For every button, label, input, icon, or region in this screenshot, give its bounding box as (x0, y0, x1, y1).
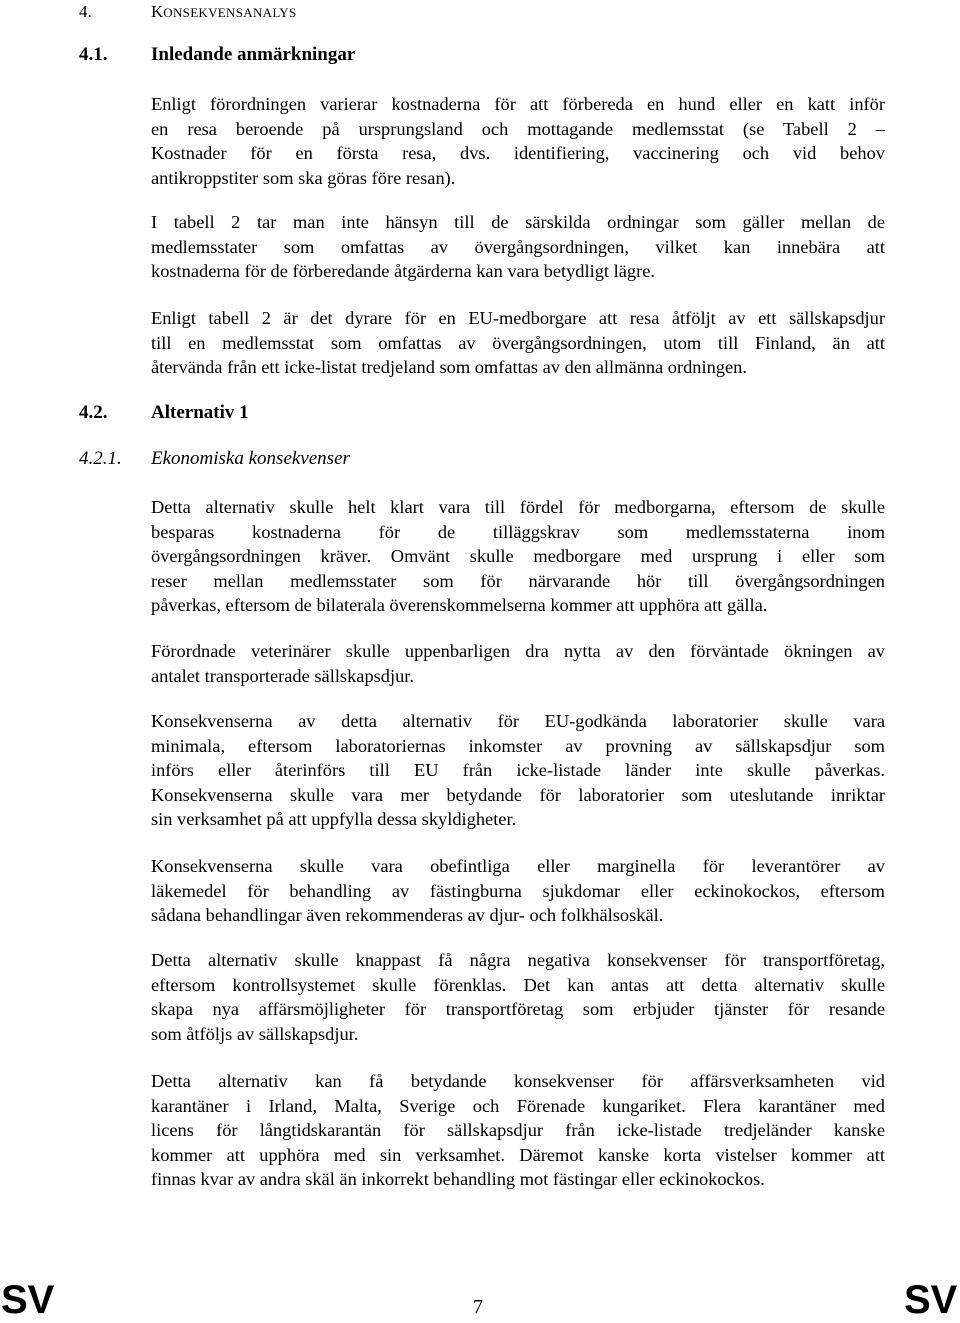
paragraph-b3 (151, 709, 885, 832)
text-line: sådana behandlingar även rekommenderas av djur- och folkhälsoskäl. (151, 905, 664, 926)
text-line: påverkas, eftersom de bilaterala överenskommelserna kommer att upphöra att gälla. (151, 595, 768, 616)
page-number: 7 (473, 1296, 483, 1318)
text-line: finnas kvar av andra skäl än inkorrekt behandling mot fästingar eller eckinokockos. (151, 1169, 765, 1190)
text-line: sin verksamhet på att uppfylla dessa skyldigheter. (151, 809, 517, 830)
text-line: reser mellan medlemsstater som för närvarande hör till övergångsordningen (151, 570, 885, 591)
text-line: kommer att upphöra med sin verksamhet. Däremot kanske korta vistelser kommer att (151, 1144, 885, 1165)
text-line: licens för långtidskarantän för sällskapsdjur från icke-listade tredjeländer kanske (151, 1120, 885, 1141)
text-line: till en medlemsstat som omfattas av övergångsordningen, utom till Finland, än att (151, 332, 885, 353)
text-line: Förordnade veterinärer skulle uppenbarligen dra nytta av den förväntade ökningen av (151, 641, 885, 661)
section-number-4-1: 4.1. (79, 44, 108, 65)
text-line: återvända från ett icke-listat tredjeland som omfattas av den allmänna ordningen. (151, 357, 747, 378)
text-line: minimala, eftersom laboratoriernas inkomster av provning av sällskapsdjur som (151, 735, 885, 756)
text-line: antikroppstiter som ska göras före resan). (151, 167, 456, 188)
section-title-inledande: Inledande anmärkningar (151, 44, 356, 65)
text-line: antalet transporterade sällskapsdjur. (151, 665, 414, 686)
text-line: Enligt förordningen varierar kostnaderna för att förbereda en hund eller en katt inför (151, 94, 885, 114)
text-line: Konsekvenserna skulle vara obefintliga eller marginella för leverantörer av (151, 856, 885, 876)
paragraph-a3 (151, 306, 885, 380)
text-line: Detta alternativ kan få betydande konsekvenser för affärsverksamheten vid (151, 1071, 885, 1091)
text-line: Konsekvenserna av detta alternativ för EU-godkända laboratorier skulle vara (151, 711, 885, 731)
paragraph-a1 (151, 92, 885, 190)
text-line: besparas kostnaderna för de tilläggskrav som medlemsstaterna inom (151, 521, 885, 542)
paragraph-b4 (151, 854, 885, 928)
section-title-ekonomiska: Ekonomiska konsekvenser (151, 448, 350, 469)
text-line: eftersom kontrollsystemet skulle förenklas. Det kan antas att detta alternativ skulle (151, 974, 885, 995)
text-line: skapa nya affärsmöjligheter för transportföretag som erbjuder tjänster för resande (151, 999, 885, 1020)
footer-language-left: SV (1, 1278, 55, 1322)
text-line: Detta alternativ skulle helt klart vara till fördel för medborgarna, eftersom de skulle (151, 497, 885, 517)
paragraph-b5 (151, 948, 885, 1046)
text-line: Detta alternativ skulle knappast få några negativa konsekvenser för transportföretag, (151, 950, 885, 970)
text-line: Kostnader för en första resa, dvs. identifiering, vaccinering och vid behov (151, 143, 885, 164)
paragraph-b6 (151, 1069, 885, 1192)
paragraph-b2 (151, 639, 885, 688)
text-line: övergångsordningen kräver. Omvänt skulle medborgare med ursprung i eller som (151, 546, 885, 567)
paragraph-a2 (151, 210, 885, 284)
section-number-4-2-1: 4.2.1. (79, 448, 122, 469)
paragraph-b1 (151, 495, 885, 618)
section-number-4-2: 4.2. (79, 402, 108, 423)
text-line: en resa beroende på ursprungsland och mottagande medlemsstat (se Tabell 2 – (151, 118, 885, 139)
text-line: I tabell 2 tar man inte hänsyn till de särskilda ordningar som gäller mellan de (151, 212, 885, 232)
text-line: kostnaderna för de förberedande åtgärderna kan vara betydligt lägre. (151, 261, 655, 282)
section-number-4: 4. (79, 2, 92, 21)
title-small-caps: ONSEKVENSANALYS (163, 5, 297, 20)
footer-language-right: SV (904, 1278, 958, 1322)
text-line: som åtföljs av sällskapsdjur. (151, 1023, 359, 1044)
text-line: karantäner i Irland, Malta, Sverige och Förenade kungariket. Flera karantäner med (151, 1095, 885, 1116)
text-line: läkemedel för behandling av fästingburna sjukdomar eller eckinokockos, eftersom (151, 880, 885, 901)
section-title-alternativ-1: Alternativ 1 (151, 402, 249, 423)
text-line: Enligt tabell 2 är det dyrare för en EU-medborgare att resa åtföljt av ett sällskapsdjur (151, 308, 885, 328)
text-line: införs eller återinförs till EU från icke-listade länder inte skulle påverkas. (151, 760, 885, 781)
text-line: Konsekvenserna skulle vara mer betydande för laboratorier som uteslutande inriktar (151, 784, 885, 805)
text-line: medlemsstater som omfattas av övergångsordningen, vilket kan innebära att (151, 236, 885, 257)
title-initial: K (151, 2, 164, 21)
section-title-konsekvensanalys (151, 2, 297, 22)
